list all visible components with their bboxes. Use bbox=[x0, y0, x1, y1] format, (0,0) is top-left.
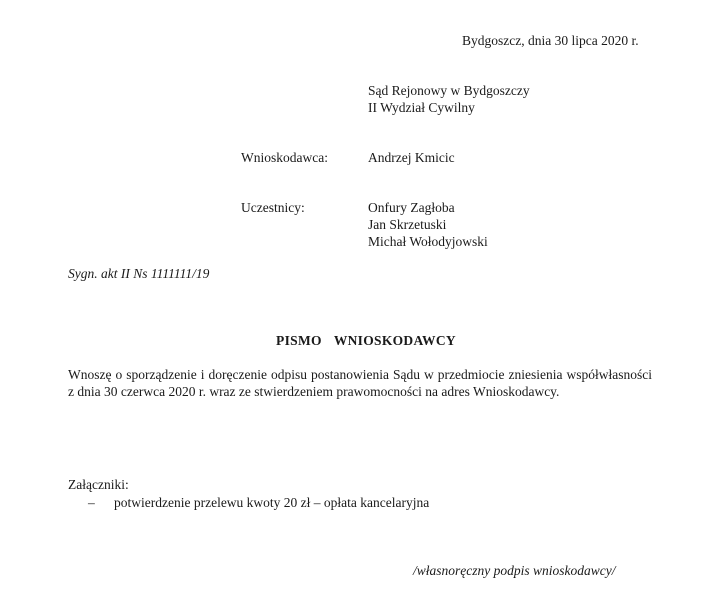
document-title bbox=[0, 332, 720, 349]
attachments-heading: Załączniki: bbox=[68, 477, 129, 492]
participant-name: Onfury Zagłoba bbox=[368, 200, 455, 215]
bullet-dash: – bbox=[88, 495, 95, 510]
participant-name: Jan Skrzetuski bbox=[368, 217, 447, 232]
court-addressee bbox=[368, 82, 530, 116]
participant-name: Michał Wołodyjowski bbox=[368, 234, 488, 249]
signature-placeholder: /własnoręczny podpis wnioskodawcy/ bbox=[413, 563, 616, 578]
court-name: Sąd Rejonowy w Bydgoszczy bbox=[368, 83, 530, 98]
participants-label: Uczestnicy: bbox=[241, 200, 305, 215]
document-title-word: PISMO bbox=[276, 333, 322, 348]
court-division: II Wydział Cywilny bbox=[368, 100, 475, 115]
participants-list bbox=[368, 199, 488, 250]
document-title-word: WNIOSKODAWCY bbox=[333, 333, 456, 348]
attachment-text: potwierdzenie przelewu kwoty 20 zł – opłata kancelaryjna bbox=[114, 495, 430, 510]
applicant-label: Wnioskodawca: bbox=[241, 150, 328, 165]
case-reference: Sygn. akt II Ns 1111111/19 bbox=[68, 266, 210, 281]
attachment-item bbox=[88, 494, 429, 511]
body-paragraph: Wnoszę o sporządzenie i doręczenie odpisu postanowienia Sądu w przedmiocie zniesienia współwłasności z dnia 30 czerwca 2020 r. wraz ze stwierdzeniem prawomocności na adres Wnioskodawcy. bbox=[68, 367, 652, 399]
place-and-date: Bydgoszcz, dnia 30 lipca 2020 r. bbox=[462, 33, 639, 48]
applicant-name: Andrzej Kmicic bbox=[368, 150, 455, 165]
